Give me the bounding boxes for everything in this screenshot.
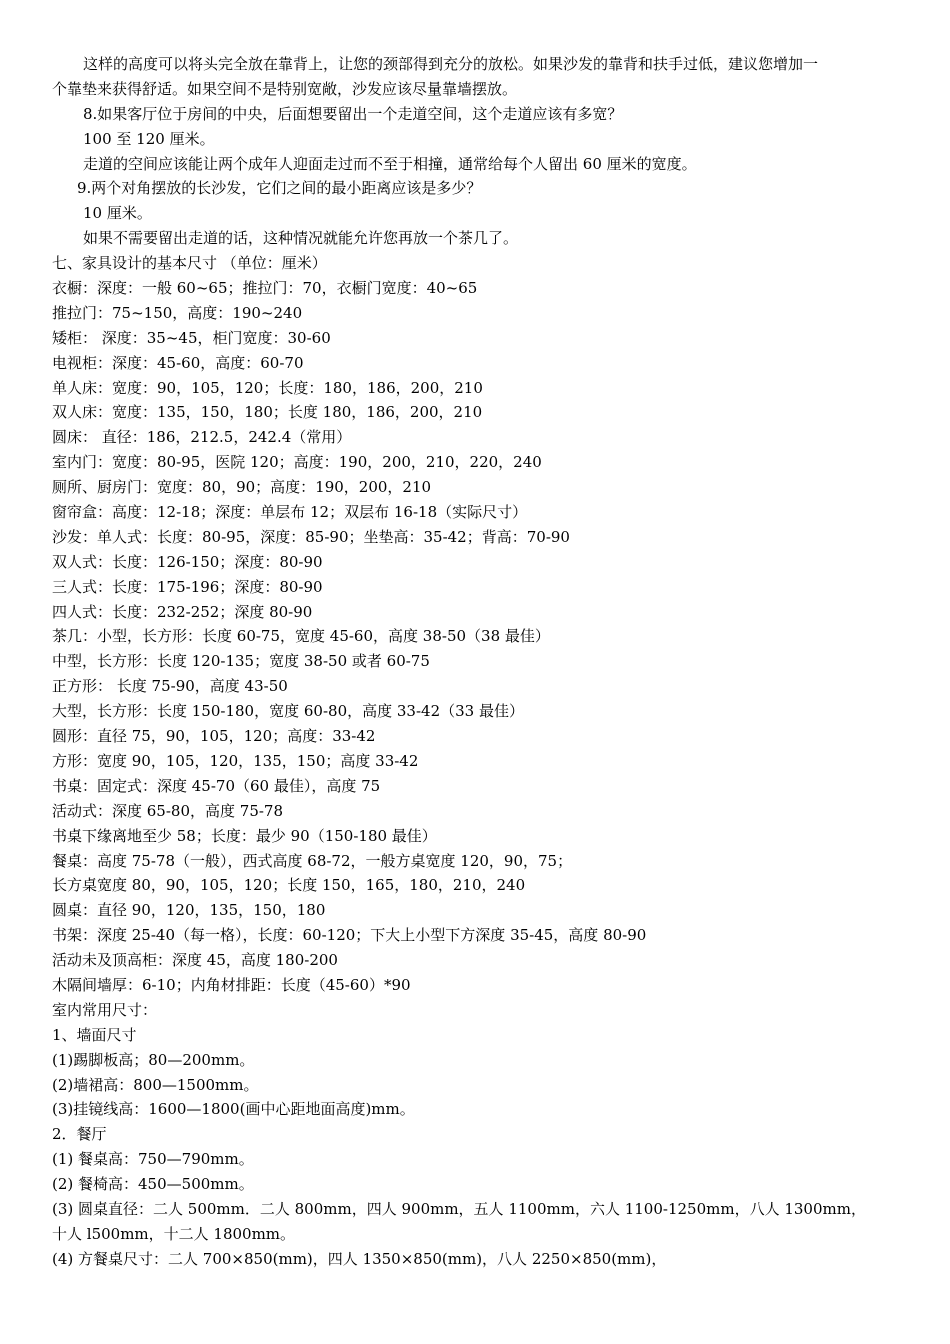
text-line: 厕所、厨房门：宽度：80，90；高度：190，200，210 <box>52 478 432 497</box>
text-line: 书架：深度 25-40（每一格），长度：60-120；下大上小型下方深度 35-45，高度 80-90 <box>52 926 647 945</box>
text-line: 8.如果客厅位于房间的中央，后面想要留出一个走道空间，这个走道应该有多宽？ <box>83 104 623 123</box>
text-line: 推拉门：75~150，高度：190~240 <box>52 303 303 322</box>
text-line: 衣橱：深度：一般 60~65；推拉门：70，衣橱门宽度：40~65 <box>52 279 478 298</box>
text-line: 餐桌：高度 75-78（一般），西式高度 68-72，一般方桌宽度 120，90，75； <box>52 851 573 870</box>
text-line: 沙发：单人式：长度：80-95，深度：85-90；坐垫高：35-42；背高：70-90 <box>52 527 570 546</box>
text-line: 9.两个对角摆放的长沙发，它们之间的最小距离应该是多少？ <box>77 179 482 198</box>
text-line: 活动未及顶高柜：深度 45，高度 180-200 <box>52 951 338 970</box>
text-line: 木隔间墙厚：6-10；内角材排距：长度（45-60）*90 <box>52 975 411 994</box>
text-line: (4) 方餐桌尺寸：二人 700×850(mm)，四人 1350×850(mm)，八人 2250×850(mm)， <box>52 1249 667 1268</box>
text-line: (3)挂镜线高：1600—1800(画中心距地面高度)mm。 <box>52 1100 415 1119</box>
text-line: 10 厘米。 <box>83 204 152 223</box>
text-line: (3) 圆桌直径：二人 500mm．二人 800mm，四人 900mm，五人 1100mm，六人 1100-1250mm，八人 1300mm， <box>52 1199 866 1218</box>
text-line: 三人式：长度：175-196；深度：80-90 <box>52 577 323 596</box>
text-line: 1、墙面尺寸 <box>52 1025 137 1044</box>
text-line: 七、家具设计的基本尺寸 （单位：厘米） <box>52 254 327 273</box>
text-line: 电视柜：深度：45-60，高度：60-70 <box>52 353 304 372</box>
text-line: 圆桌：直径 90，120，135，150，180 <box>52 901 326 920</box>
text-line: (1)踢脚板高；80—200mm。 <box>52 1050 255 1069</box>
text-line: 圆形：直径 75，90，105，120；高度：33-42 <box>52 727 376 746</box>
text-line: 100 至 120 厘米。 <box>83 129 215 148</box>
document-body <box>52 52 912 1272</box>
text-line: 窗帘盒：高度：12-18；深度：单层布 12；双层布 16-18（实际尺寸） <box>52 503 528 522</box>
text-line: 正方形： 长度 75-90，高度 43-50 <box>52 677 288 696</box>
text-line: (1) 餐桌高：750—790mm。 <box>52 1150 254 1169</box>
text-line: 四人式：长度：232-252；深度 80-90 <box>52 602 313 621</box>
text-line: 方形：宽度 90，105，120，135，150；高度 33-42 <box>52 751 419 770</box>
text-line: 个靠垫来获得舒适。如果空间不是特别宽敞，沙发应该尽量靠墙摆放。 <box>52 79 518 98</box>
text-line: (2)墙裙高：800—1500mm。 <box>52 1075 259 1094</box>
text-line: 中型，长方形：长度 120-135；宽度 38-50 或者 60-75 <box>52 652 430 671</box>
text-line: 双人式：长度：126-150；深度：80-90 <box>52 552 323 571</box>
text-line: 室内门：宽度：80-95，医院 120；高度：190，200，210，220，240 <box>52 453 542 472</box>
text-line: 书桌下缘离地至少 58；长度：最少 90（150-180 最佳） <box>52 826 437 845</box>
text-line: 走道的空间应该能让两个成年人迎面走过而不至于相撞，通常给每个人留出 60 厘米的宽度。 <box>83 154 697 173</box>
text-line: 矮柜： 深度：35~45，柜门宽度：30-60 <box>52 328 331 347</box>
text-line: (2) 餐椅高：450—500mm。 <box>52 1175 254 1194</box>
text-line: 茶几：小型，长方形：长度 60-75，宽度 45-60，高度 38-50（38 最佳） <box>52 627 550 646</box>
text-line: 书桌：固定式：深度 45-70（60 最佳），高度 75 <box>52 776 381 795</box>
text-line: 长方桌宽度 80，90，105，120；长度 150，165，180，210，240 <box>52 876 526 895</box>
text-line: 双人床：宽度：135，150，180；长度 180，186，200，210 <box>52 403 483 422</box>
text-line: 2．餐厅 <box>52 1125 107 1144</box>
text-line: 圆床： 直径：186，212.5，242.4（常用） <box>52 428 352 447</box>
text-line: 单人床：宽度：90，105，120；长度：180，186，200，210 <box>52 378 483 397</box>
text-line: 如果不需要留出走道的话，这种情况就能允许您再放一个茶几了。 <box>83 229 519 248</box>
text-line: 室内常用尺寸： <box>52 1000 158 1019</box>
text-line: 这样的高度可以将头完全放在靠背上，让您的颈部得到充分的放松。如果沙发的靠背和扶手过低，建议您增加一 <box>83 55 819 73</box>
text-line: 十人 l500mm，十二人 1800mm。 <box>52 1224 296 1243</box>
text-line: 大型，长方形：长度 150-180，宽度 60-80，高度 33-42（33 最佳） <box>52 702 524 721</box>
text-line: 活动式：深度 65-80，高度 75-78 <box>52 801 284 820</box>
